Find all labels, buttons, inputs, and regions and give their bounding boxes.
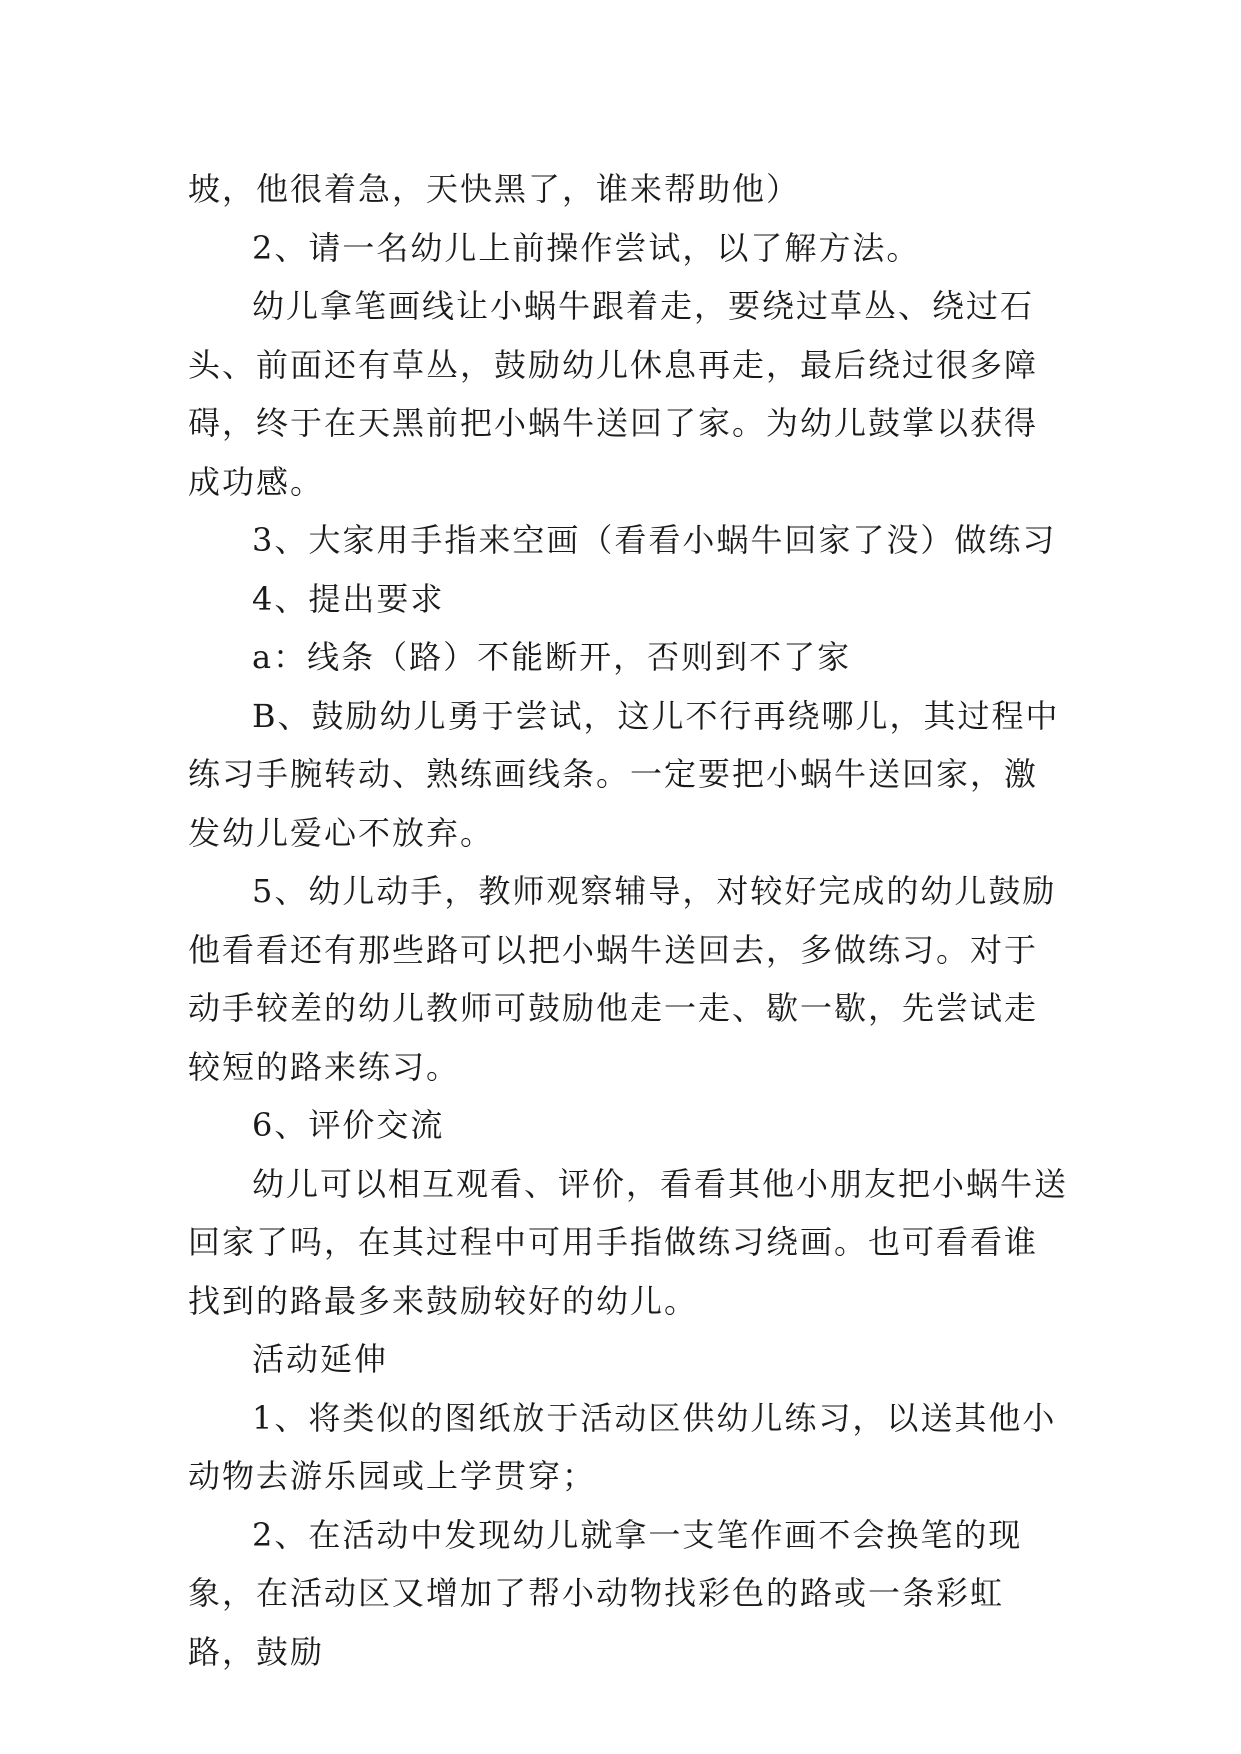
paragraph-4: 3、大家用手指来空画（看看小蜗牛回家了没）做练习 xyxy=(252,521,1057,559)
paragraph-10: 幼儿可以相互观看、评价，看看其他小朋友把小蜗牛送回家了吗，在其过程中可用手指做练习绕画。也可看看谁找到的路最多来鼓励较好的幼儿。 xyxy=(188,1164,1069,1320)
paragraph-1: 坡，他很着急，天快黑了，谁来帮助他） xyxy=(188,170,801,208)
paragraph-11: 活动延伸 xyxy=(252,1340,389,1378)
paragraph-7: B、鼓励幼儿勇于尝试，这儿不行再绕哪儿，其过程中练习手腕转动、熟练画线条。一定要把小蜗牛送回家，激发幼儿爱心不放弃。 xyxy=(188,696,1060,852)
paragraph-3: 幼儿拿笔画线让小蜗牛跟着走，要绕过草丛、绕过石头、前面还有草丛，鼓励幼儿休息再走，最后绕过很多障碍，终于在天黑前把小蜗牛送回了家。为幼儿鼓掌以获得成功感。 xyxy=(188,287,1039,501)
paragraph-6: a：线条（路）不能断开，否则到不了家 xyxy=(252,638,852,676)
paragraph-13: 2、在活动中发现幼儿就拿一支笔作画不会换笔的现象，在活动区又增加了帮小动物找彩色的路或一条彩虹路，鼓励 xyxy=(188,1515,1023,1671)
paragraph-5: 4、提出要求 xyxy=(252,579,445,618)
paragraph-2: 2、请一名幼儿上前操作尝试，以了解方法。 xyxy=(252,228,921,267)
paragraph-12: 1、将类似的图纸放于活动区供幼儿练习，以送其他小动物去游乐园或上学贯穿； xyxy=(188,1398,1057,1495)
paragraph-8: 5、幼儿动手，教师观察辅导，对较好完成的幼儿鼓励他看看还有那些路可以把小蜗牛送回去，多做练习。对于动手较差的幼儿教师可鼓励他走一走、歇一歇，先尝试走较短的路来练习。 xyxy=(188,872,1057,1086)
paragraph-9: 6、评价交流 xyxy=(252,1106,445,1144)
document-body xyxy=(188,160,1068,1681)
